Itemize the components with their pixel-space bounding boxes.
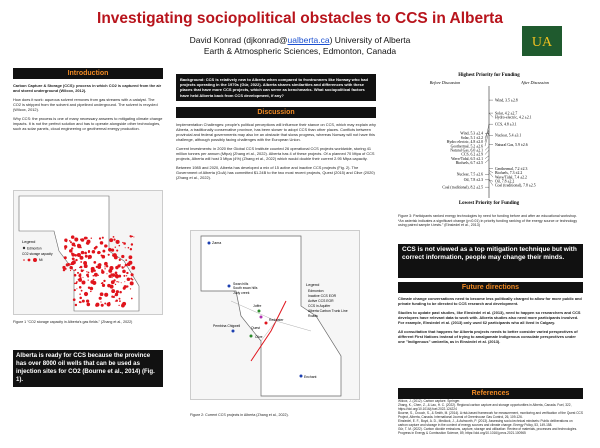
place-label: South swan hills [233, 286, 258, 290]
after-chart-tick [489, 171, 493, 173]
after-chart-label: Coal (traditional), 7.8 ±2.5 [495, 183, 536, 188]
storage-point [78, 279, 79, 280]
storage-point [69, 266, 72, 269]
alberta-ready-callout: Alberta is ready for CCS because the province has over 8000 oil wells that can be used as injection sites for CO2 (Bourne et al., 2014) (Fig. 1). [13, 350, 163, 387]
map2-site [260, 316, 263, 319]
fig1-caption: Figure 1 "CO2 storage capacity in Alberta's gas fields." (Zhang et al., 2022) [13, 320, 133, 324]
storage-point [106, 273, 107, 274]
storage-point [74, 254, 77, 257]
before-chart-label: Wind, 5.3 ±2.4 [460, 131, 483, 136]
map1-svg [14, 191, 164, 316]
storage-point [124, 266, 125, 267]
storage-point [108, 254, 110, 256]
map1-legend-dot [23, 259, 25, 261]
storage-point [116, 281, 117, 282]
storage-point [116, 250, 118, 252]
storage-point [75, 259, 77, 261]
chart-left-header: Before Discussion [429, 80, 461, 85]
storage-point [96, 303, 100, 307]
storage-point [93, 279, 95, 281]
place-label: Clive [255, 335, 263, 339]
storage-point [110, 273, 112, 275]
intro-p3: Why CCS: the process is one of many necessary answers to mitigating climate change impacts. It is not the perfect solution and has to operate alongside other technologies, such as solar panels, cloud engineering or geothermal energy production. [13, 116, 163, 131]
storage-point [96, 266, 98, 268]
storage-point [128, 247, 130, 249]
storage-point [121, 282, 122, 283]
storage-point [85, 237, 88, 240]
future-heading: Future directions [398, 282, 583, 293]
storage-point [81, 238, 85, 242]
storage-point [94, 247, 97, 250]
chart-svg [397, 70, 582, 205]
storage-point [123, 275, 125, 277]
before-chart-tick [485, 156, 489, 159]
storage-point [125, 259, 127, 261]
storage-point [86, 242, 89, 245]
map2-svg [191, 231, 361, 401]
future-p3: All consultation that happens for Alberta projects needs to better consider varied perspectives of different First Nations instead of trying to amalgamate Indigenous consulate perspectives under one "Indigenous" umbrella, as in Einsiedel et al. (2013). [398, 329, 578, 344]
map1-legend [22, 239, 53, 262]
place-label: Joffre [253, 304, 262, 308]
storage-point [117, 264, 120, 267]
storage-point [104, 268, 105, 269]
storage-point [111, 289, 115, 293]
storage-point [88, 279, 89, 280]
after-chart-label: Oil, 7.8 ±2.2 [495, 179, 515, 184]
storage-point [76, 288, 77, 289]
place-label: Pembina Chigwell [213, 324, 241, 328]
storage-point [73, 298, 76, 301]
discussion-heading: Discussion [176, 107, 376, 118]
map2-site [232, 330, 235, 333]
storage-point [90, 280, 94, 284]
storage-point [82, 300, 85, 303]
storage-point [98, 263, 102, 267]
map1-legend-item: CO2 storage capacity [22, 252, 53, 256]
before-chart-label: Solar, 5.1 ±2.2 [460, 135, 483, 140]
storage-point [86, 299, 89, 302]
storage-capacity-map [13, 190, 163, 315]
storage-point [75, 304, 77, 306]
intro-heading: Introduction [13, 68, 163, 79]
university-logo-icon [522, 26, 562, 56]
storage-point [68, 263, 70, 265]
reference-item: Gür, T. M. (2022). Carbon dioxide emissions, capture, storage and utilization: Review of materials, processes and technologies. Progress in Energy & Combustion Science, 89, https://doi.org/10.1016/j.pecs.2021.100965 [398, 427, 578, 435]
after-chart-tick [489, 172, 493, 177]
storage-point [113, 296, 115, 298]
discussion-p1: Implementation Challenges: people's political perceptions will influence their stance on CCS, which may explain why Alberta, a traditionally conservative province, has been slower to adopt CCS than other places. Conflicts between provincial and federal governments may also be an obstacle that slows progress, whereas Norway will not have this challenge, although possibly facing challenges with the European Union. [176, 121, 376, 142]
storage-point [102, 284, 105, 287]
storage-point [74, 245, 76, 247]
intro-p1: Carbon Capture & Storage (CCS): process in which CO2 is captured from the air and stored underground (Wilcox, 2012). [13, 83, 162, 93]
place-label: Judy creek [233, 291, 250, 295]
ccs-projects-map [190, 230, 360, 400]
storage-point [90, 291, 92, 293]
storage-point [113, 279, 115, 281]
storage-point [131, 273, 134, 276]
storage-point [131, 266, 135, 270]
storage-point [91, 238, 92, 239]
storage-point [115, 293, 118, 296]
storage-point [108, 275, 111, 278]
author-block [0, 35, 600, 57]
map2-legend-item: Roads [308, 314, 318, 318]
storage-point [102, 237, 104, 239]
reference-item: Zhang, K., Chen, Z., & Lau, H. C. (2022). Regional carbon capture and storage opportunities in Alberta, Canada. Fuel, 322, https://doi.org/10.1016/j.fuel.2022.124224 [398, 403, 572, 411]
map2-site [300, 375, 303, 378]
discussion-p3: Between 1985 and 2020, Alberta has developed a mix of 15 active and inactive CCS projects (Fig. 2). The Government of Alberta (GoA) has committed $1.24B to the two most recent projects, Quest (2015) and Clive (2020) (Zhang et al., 2022). [176, 164, 375, 180]
storage-point [79, 301, 81, 303]
storage-point [88, 272, 90, 274]
place-label: Redwater [269, 318, 284, 322]
storage-point [101, 304, 104, 307]
storage-point [100, 252, 101, 253]
storage-point [97, 251, 100, 254]
storage-point [131, 298, 133, 300]
storage-point [87, 303, 91, 307]
storage-point [84, 252, 87, 255]
map1-legend-item: Edmonton [27, 246, 42, 251]
storage-point [77, 244, 81, 248]
storage-point [75, 282, 77, 284]
before-chart-label: Geothermal, 5.2 ±2.6 [450, 144, 483, 149]
chart-right-header: After Discussion [521, 80, 549, 85]
future-heading-wrap [398, 282, 583, 293]
storage-point [127, 262, 131, 266]
map1-legend-title: Legend [22, 239, 36, 244]
storage-point [123, 242, 126, 245]
storage-point [118, 281, 119, 282]
map2-site [258, 310, 261, 313]
after-chart-label: Natural Gas, 5.9 ±2.6 [495, 142, 528, 147]
storage-point [102, 250, 105, 253]
place-label: Swan hills [233, 282, 249, 286]
storage-point [64, 256, 67, 259]
storage-point [85, 255, 88, 258]
discussion-p2: Current Investments: in 2020 the Global CCS Institute counted 26 operational CCS projects worldwide, storing 41 million tonnes per annum (Mtpa) (Zhang et al., 2022). Alberta has 4 of these projects. Of a planned 70 Mtpa of CCS projects, Alberta will host 3 Mtpa (4%) (Zhang et al., 2022) which would double their current 2.95 Mtpa capacity. [176, 145, 375, 161]
map2-legend [306, 282, 348, 318]
storage-point [87, 276, 89, 278]
references-heading: References [398, 388, 583, 399]
storage-point [122, 242, 123, 243]
storage-point [133, 236, 134, 237]
storage-point [81, 251, 84, 254]
fig3-caption: Figure 3: Participants ranked energy technologies by need for funding before and after an educational workshop. *An asterisk indicates a significant change (p<0.01) in priority funding ranking of the energy source or technology using paired sample t-tests." (Einsiedel et al., 2013) [398, 214, 578, 227]
storage-point [109, 238, 113, 242]
storage-point [81, 290, 83, 292]
storage-point [82, 281, 86, 285]
storage-point [119, 291, 122, 294]
storage-point [115, 272, 118, 275]
map1-legend-dot [33, 258, 37, 262]
storage-point [119, 300, 121, 302]
storage-point [132, 279, 134, 281]
storage-point [131, 243, 133, 245]
storage-point [71, 235, 75, 239]
storage-point [91, 267, 95, 271]
storage-point [116, 240, 120, 244]
storage-point [119, 298, 121, 300]
storage-point [70, 270, 71, 271]
storage-point [88, 251, 90, 253]
storage-point [112, 277, 113, 278]
future-body [398, 296, 583, 344]
references-list [398, 399, 583, 435]
map2-site [228, 285, 231, 288]
storage-point [113, 253, 117, 257]
map2-legend-item: Active CCS EOR [308, 299, 334, 303]
map2-site [265, 322, 268, 325]
storage-point [88, 287, 90, 289]
storage-point [107, 302, 111, 306]
storage-point [84, 292, 88, 296]
storage-point [107, 245, 108, 246]
after-chart-label: Biofuels, 7.3 ±2.2 [495, 171, 523, 176]
place-label: Quest [251, 326, 261, 330]
storage-point [71, 252, 74, 255]
poster-title: Investigating sociopolitical obstacles to CCS in Alberta [97, 10, 503, 27]
storage-point [69, 249, 73, 253]
before-chart-label: Natural Gas, 6.0 ±2.1 [450, 148, 483, 153]
storage-point [104, 293, 108, 297]
storage-point [110, 270, 111, 271]
map1-legend-city-marker [23, 247, 25, 249]
after-chart-label: Hydro-electric, 4.2 ±2.1 [495, 115, 532, 120]
after-chart-label: Nuclear, 5.4 ±3.1 [495, 133, 522, 138]
storage-point [97, 264, 98, 265]
before-chart-label: Coal (traditional), 8.2 ±2.5 [442, 185, 483, 190]
storage-point [79, 297, 82, 300]
storage-point [82, 277, 83, 278]
storage-point [113, 239, 115, 241]
storage-point [100, 292, 104, 296]
storage-point [74, 289, 76, 291]
before-chart-label: Oil, 7.8 ±2.3 [463, 178, 483, 182]
storage-point [68, 265, 69, 266]
storage-point [70, 241, 72, 243]
storage-point [116, 299, 118, 301]
storage-point [76, 240, 78, 242]
storage-point [99, 237, 101, 239]
storage-point [129, 235, 131, 237]
storage-point [130, 281, 134, 285]
storage-point [115, 246, 116, 247]
map2-site [208, 242, 211, 245]
after-chart-label: Solar, 4.2 ±2.7 [495, 111, 518, 116]
storage-point [108, 248, 112, 252]
storage-point [80, 261, 82, 263]
before-chart-label: CCS, 6.2 ±2.9 [461, 152, 483, 157]
storage-point [74, 260, 76, 262]
storage-point [102, 255, 106, 259]
storage-point [104, 303, 106, 305]
storage-point [121, 255, 124, 258]
storage-point [64, 239, 67, 242]
middle-column [176, 74, 376, 180]
storage-point [100, 301, 101, 302]
before-chart-label: Biofuels, 6.7 ±2.5 [455, 161, 483, 166]
storage-point [126, 275, 127, 276]
storage-point [132, 236, 133, 237]
place-label: Enchant [304, 375, 317, 379]
storage-point [122, 270, 126, 274]
after-chart-tick [489, 113, 493, 117]
storage-point [78, 278, 82, 282]
before-chart-label: Hydro electric, 4.8 ±2.0 [446, 140, 483, 145]
affiliation-line: Earth & Atmospheric Sciences, Edmonton, Canada [203, 46, 397, 56]
chart-bottom-label: Lowest Priority for Funding [458, 201, 520, 205]
map2-legend-item: Inactive CCS EOR [308, 294, 337, 298]
storage-point [71, 247, 73, 249]
chart-title: Highest Priority for Funding [458, 73, 520, 78]
storage-point [77, 272, 79, 274]
author-line [0, 35, 600, 46]
storage-point [88, 256, 89, 257]
before-chart-tick [485, 150, 489, 154]
storage-point [79, 293, 81, 295]
storage-point [79, 267, 80, 268]
storage-point [126, 272, 128, 274]
reference-item: Einsiedel, E. F., Boyd, A. D., Medlock, J., & Ashworth, P. (2013). Assessing socio-technical mindsets: Public deliberations on carbon capture and storage in the context of energy sources and climate change. Energy Policy, 53, 149-158. [398, 419, 573, 427]
before-chart-tick [485, 159, 489, 163]
storage-point [75, 269, 77, 271]
storage-point [94, 274, 95, 275]
storage-point [130, 288, 131, 289]
storage-point [115, 301, 116, 302]
storage-point [121, 266, 122, 267]
storage-point [106, 262, 107, 263]
storage-point [90, 287, 94, 291]
logo-text: UA [531, 35, 553, 50]
storage-point [65, 268, 67, 270]
storage-point [130, 248, 132, 250]
after-chart-label: Wave/Tidal, 7.4 ±2.2 [495, 175, 527, 180]
before-chart-label: Nuclear, 7.5 ±2.6 [456, 172, 483, 177]
before-chart-label: Wave/Tidal, 6.5 ±2.1 [451, 156, 483, 161]
author-name: David Konrad (djkonrad@ [189, 35, 288, 45]
storage-point [104, 244, 107, 247]
ccs-view-callout: CCS is not viewed as a top mitigation technique but with correct information, people may change their minds. [398, 244, 583, 278]
storage-point [92, 250, 96, 254]
background-box: Background: CCS is relatively new to Alberta when compared to frontrunners like Norway who had projects operating in the 1970s (Gür, 2022). Alberta shares similarities and differences with these places that have more CCS projects, which can serve as benchmarks. What sociopolitical factors have held Alberta back from CCS development, if any? [176, 74, 376, 101]
storage-point [74, 283, 76, 285]
storage-point [103, 280, 105, 282]
storage-point [77, 253, 81, 257]
storage-point [115, 275, 118, 278]
storage-point [118, 305, 119, 306]
reference-item: Wilcox, J. (2012). Carbon capture. Springer. [398, 399, 461, 403]
storage-point [69, 240, 71, 242]
storage-point [127, 278, 131, 282]
before-chart-tick [485, 146, 489, 150]
storage-point [110, 285, 114, 289]
storage-point [101, 283, 102, 284]
storage-point [86, 271, 87, 272]
storage-point [128, 255, 132, 259]
future-p1: Climate change conversations need to become less politically charged to allow for more public and private funding to be directed to CCS research and development. [398, 296, 582, 306]
storage-point [99, 297, 102, 300]
storage-point [93, 275, 95, 277]
map1-legend-dot [28, 259, 31, 262]
intro-column [13, 68, 163, 131]
storage-point [124, 285, 127, 288]
fig2-caption: Figure 2: Current CCS projects in Alberta (Zhang et al., 2022). [190, 413, 289, 417]
funding-priority-chart [397, 70, 582, 205]
map2-legend-item: Alberta Carbon Trunk Line [308, 309, 348, 313]
storage-point [64, 248, 66, 250]
storage-point [74, 274, 77, 277]
map2-site [250, 335, 253, 338]
storage-point [104, 266, 105, 267]
storage-point [113, 236, 115, 238]
after-chart-label: Wind, 3.5 ±2.8 [495, 98, 518, 103]
author-email-link[interactable]: ualberta.ca [287, 35, 330, 45]
map1-legend-item: Mt [39, 258, 43, 262]
reference-item: Bourne, S., Crouch, S., & Smith, M. (2014). A risk-based framework for measurement, monitoring and verification of the Quest CCS Project, Alberta, Canada. International Journal of Greenhouse Gas Control, 26, 109-126. [398, 411, 583, 419]
storage-point [119, 259, 121, 261]
place-label: Zama [212, 241, 222, 245]
storage-point [124, 281, 125, 282]
storage-point [115, 284, 116, 285]
storage-point [95, 262, 96, 263]
storage-point [116, 290, 119, 293]
storage-point [78, 274, 81, 277]
storage-point [81, 269, 82, 270]
after-chart-label: Geothermal, 7.2 ±2.3 [495, 166, 528, 171]
storage-point [84, 264, 88, 268]
map2-legend-title: Legend [306, 282, 320, 287]
storage-point [106, 265, 108, 267]
storage-point [109, 266, 113, 270]
storage-point [79, 286, 82, 289]
storage-point [101, 269, 103, 271]
storage-point [119, 245, 121, 247]
author-affiliation: ) University of Alberta [329, 35, 411, 45]
storage-point [100, 241, 104, 245]
after-chart-label: CCS, 4.8 ±3.1 [495, 122, 517, 127]
map2-legend-item: CCS in Aquifer [308, 304, 331, 308]
map2-legend-item: Edmonton [308, 289, 324, 293]
storage-point [72, 257, 75, 260]
references-heading-wrap [398, 388, 583, 399]
storage-point [125, 247, 126, 248]
intro-p2: How does it work: aqueous solvent removes from gas streams with a catalyst. The CO2 is stripped from the solvent and pipelined underground. The solvent is recycled (Wilcox, 2012). [13, 97, 158, 112]
future-p2: Studies to update past studies, like Einsiedel et al. (2013), need to happen so researchers and CCS developers have relevant data to work with. Alberta studies also need more participants involved. For example, Einsiedel et al. (2013) only used 62 participants who all lived in Calgary. [398, 310, 581, 325]
storage-point [122, 303, 124, 305]
